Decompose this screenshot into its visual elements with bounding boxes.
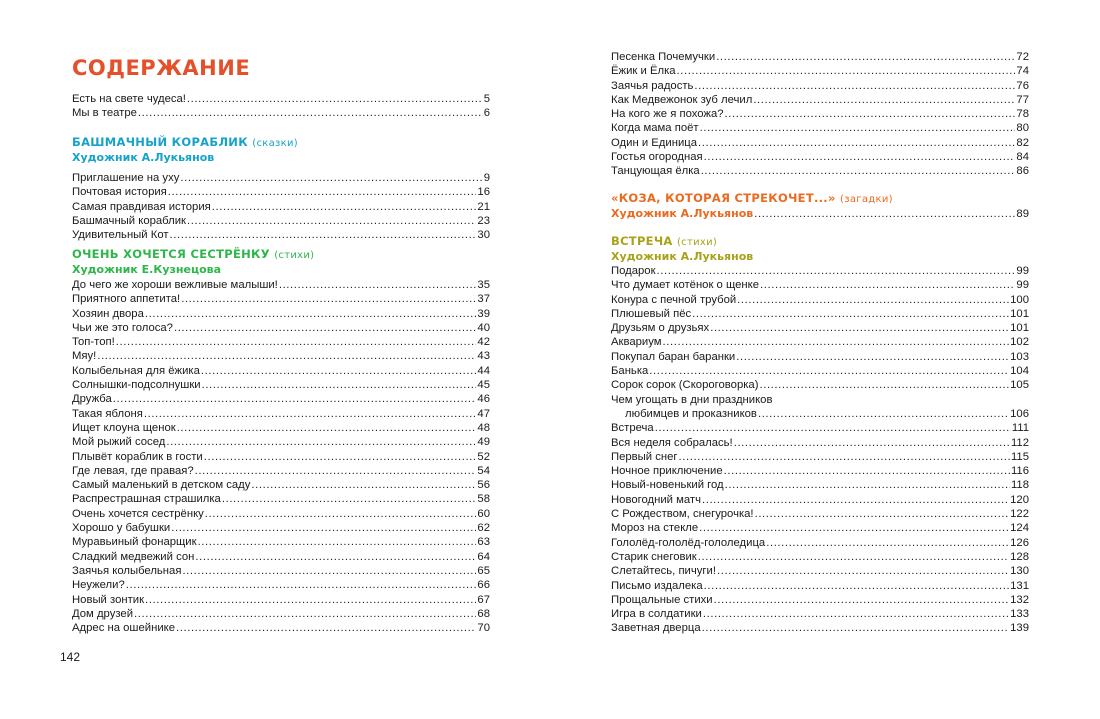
toc-title: Плывёт кораблик в гости [72, 450, 203, 463]
toc-title: Встреча [611, 422, 654, 435]
toc-page: 16 [477, 186, 490, 199]
section-sestrenku [72, 247, 490, 635]
toc-row [611, 364, 1029, 378]
toc-row [72, 464, 490, 478]
toc-title: Неужели? [72, 579, 125, 592]
toc-page: 74 [1016, 65, 1029, 78]
toc-page: 42 [477, 336, 490, 349]
toc-title: На кого же я похожа? [611, 108, 724, 121]
toc-title: Хорошо у бабушки [72, 522, 171, 535]
toc-page: 49 [477, 436, 490, 449]
toc-page: 128 [1010, 550, 1029, 563]
section-artist: Художник А.Лукьянов [611, 250, 754, 263]
toc-title: Когда мама поёт [611, 122, 699, 135]
toc-row [611, 493, 1029, 507]
toc-page: 58 [477, 493, 490, 506]
toc-row [72, 507, 490, 521]
toc-row [611, 264, 1029, 278]
toc-row [611, 50, 1029, 64]
toc-page: 54 [477, 464, 490, 477]
section-koza [611, 191, 1029, 221]
toc-title: Мы в театре [72, 107, 137, 120]
toc-title: Башмачный кораблик [72, 214, 186, 227]
toc-title: Аквариум [611, 336, 662, 349]
toc-row [72, 564, 490, 578]
toc-row [611, 64, 1029, 78]
toc-page: 102 [1010, 336, 1029, 349]
toc-page: 23 [477, 214, 490, 227]
toc-title: Дом друзей [72, 607, 134, 620]
toc-page: 101 [1010, 322, 1029, 335]
toc-title: С Рождеством, снегурочка! [611, 508, 754, 521]
toc-row [72, 535, 490, 549]
toc-title: Почтовая история [72, 186, 167, 199]
toc-title: Где левая, где правая? [72, 464, 194, 477]
toc-page: 112 [1010, 436, 1029, 449]
toc-row [611, 621, 1029, 635]
toc-title: Такая яблоня [72, 407, 143, 420]
toc-page: 63 [477, 536, 490, 549]
toc-title: Плюшевый пёс [611, 307, 692, 320]
toc-title: Первый снег [611, 450, 678, 463]
toc-row [72, 492, 490, 506]
toc-page: 111 [1011, 422, 1029, 435]
toc-title: Удивительный Кот [72, 229, 169, 242]
toc-page: 5 [483, 93, 490, 105]
toc-title: Конура с печной трубой [611, 293, 737, 306]
toc-row [72, 521, 490, 535]
toc-page: 86 [1016, 165, 1029, 178]
toc-page: 21 [477, 200, 490, 213]
toc-page: 47 [477, 407, 490, 420]
toc-row [72, 578, 490, 592]
toc-row [72, 228, 490, 242]
toc-title: Адрес на ошейнике [72, 622, 175, 635]
toc-row [611, 478, 1029, 492]
toc-row [72, 392, 490, 406]
toc-title: Как Медвежонок зуб лечил [611, 93, 753, 106]
toc-page: 76 [1016, 79, 1029, 92]
toc-row [72, 185, 490, 199]
toc-title: Письмо издалека [611, 579, 703, 592]
toc-page: 99 [1016, 265, 1029, 277]
toc-row [611, 378, 1029, 392]
toc-row [611, 121, 1029, 135]
toc-title: любимцев и проказников [625, 407, 757, 420]
section-title: БАШМАЧНЫЙ КОРАБЛИК (сказки) [72, 135, 298, 149]
toc-row [611, 564, 1029, 578]
toc-title: Мой рыжий сосед [72, 436, 166, 449]
toc-row [72, 321, 490, 335]
toc-title: Гостья огородная [611, 151, 703, 164]
toc-page: 37 [477, 293, 490, 306]
toc-page: 39 [477, 307, 490, 320]
toc-row [72, 607, 490, 621]
toc-page: 9 [483, 172, 490, 184]
toc-page: 82 [1016, 136, 1029, 149]
toc-page: 115 [1010, 450, 1029, 463]
toc-row [611, 607, 1029, 621]
toc-title: Новый-новенький год [611, 479, 724, 492]
toc-row [72, 435, 490, 449]
toc-page: 99 [1016, 279, 1029, 292]
toc-page: 66 [477, 579, 490, 592]
toc-page: 105 [1010, 379, 1029, 392]
toc-page: 6 [483, 107, 490, 120]
toc-row [611, 293, 1029, 307]
toc-title: Новогодний матч [611, 493, 701, 506]
toc-page: 68 [477, 607, 490, 620]
toc-title: Распрестрашная страшилка [72, 493, 221, 506]
toc-page: 103 [1010, 350, 1029, 363]
toc-row [611, 350, 1029, 364]
toc-page: 116 [1010, 465, 1029, 478]
toc-page: 62 [477, 522, 490, 535]
toc-title: Хозяин двора [72, 307, 144, 320]
toc-title: Мяу! [72, 350, 97, 363]
toc-title: Танцующая ёлка [611, 165, 700, 178]
toc-page: 122 [1010, 508, 1029, 521]
toc-row [72, 292, 490, 306]
toc-title: Самая правдивая история [72, 200, 211, 213]
toc-title: Гололёд-гололёд-гололедица [611, 536, 766, 549]
toc-row [72, 171, 490, 185]
top-items [611, 50, 1029, 179]
toc-page: 139 [1010, 622, 1029, 635]
toc-page: 131 [1010, 579, 1029, 592]
toc-title: Игра в солдатики [611, 608, 702, 621]
toc-row [72, 214, 490, 228]
toc-page: 44 [477, 364, 490, 377]
section-items [72, 171, 490, 242]
toc-page: 106 [1010, 407, 1029, 420]
toc-row [611, 393, 1029, 407]
toc-page: 118 [1010, 479, 1029, 492]
toc-page: 67 [477, 593, 490, 606]
toc-page: 48 [477, 421, 490, 434]
toc-title: Приглашение на уху [72, 172, 180, 184]
toc-title: Ночное приключение [611, 465, 723, 478]
toc-row [611, 307, 1029, 321]
toc-row [72, 450, 490, 464]
toc-row [72, 335, 490, 349]
toc-row [611, 421, 1029, 435]
toc-row [611, 521, 1029, 535]
toc-row [611, 321, 1029, 335]
toc-title: Чем угощать в дни праздников [611, 393, 773, 406]
toc-page: 100 [1010, 293, 1029, 306]
page-number: 142 [60, 650, 81, 664]
toc-row [72, 364, 490, 378]
toc-page: 45 [477, 379, 490, 392]
toc-page: 52 [477, 450, 490, 463]
toc-page: 78 [1016, 108, 1029, 121]
toc-page: 126 [1010, 536, 1029, 549]
toc-page: 89 [1016, 208, 1029, 220]
section-title: ОЧЕНЬ ХОЧЕТСЯ СЕСТРЁНКУ (стихи) [72, 247, 315, 261]
section-title: «КОЗА, КОТОРАЯ СТРЕКОЧЕТ...» (загадки) [611, 191, 893, 205]
toc-row [611, 450, 1029, 464]
toc-row [611, 335, 1029, 349]
toc-row [72, 421, 490, 435]
toc-row [611, 464, 1029, 478]
toc-row [611, 550, 1029, 564]
toc-title: Колыбельная для ёжика [72, 364, 200, 377]
toc-title: Приятного аппетита! [72, 293, 181, 306]
toc-page: 130 [1010, 565, 1029, 578]
toc-row [611, 507, 1029, 521]
toc-title: Друзьям о друзьях [611, 322, 710, 335]
toc-page: 77 [1016, 93, 1029, 106]
toc-title: Самый маленький в детском саду [72, 479, 251, 492]
toc-row [611, 136, 1029, 150]
toc-title: Мороз на стекле [611, 522, 699, 535]
toc-row [611, 593, 1029, 607]
section-artist: Художник А.Лукьянов [611, 207, 754, 220]
toc-page: 133 [1010, 608, 1029, 621]
toc-row [611, 436, 1029, 450]
toc-title: Сорок сорок (Скороговорка) [611, 379, 759, 392]
toc-page: 46 [477, 393, 490, 406]
toc-title: Прощальные стихи [611, 593, 713, 606]
toc-title: Дружба [72, 393, 112, 406]
toc-page: 30 [477, 229, 490, 242]
toc-row [72, 621, 490, 635]
toc-title: Вся неделя собралась! [611, 436, 733, 449]
section-items [72, 278, 490, 635]
toc-title: Есть на свете чудеса! [72, 93, 186, 105]
contents-title: СОДЕРЖАНИЕ [72, 56, 251, 80]
section-artist: Художник Е.Кузнецова [72, 263, 222, 276]
toc-title: Ёжик и Ёлка [611, 65, 676, 78]
toc-row [72, 278, 490, 292]
toc-page: 120 [1010, 493, 1029, 506]
toc-row [72, 106, 490, 120]
toc-title: До чего же хороши вежливые малыши! [72, 279, 278, 291]
toc-title: Топ-топ! [72, 336, 115, 349]
toc-row [611, 164, 1029, 178]
toc-title: Заячья колыбельная [72, 564, 182, 577]
toc-page: 72 [1016, 51, 1029, 63]
toc-row [611, 207, 1029, 221]
section-items [611, 264, 1029, 393]
toc-page: 104 [1010, 365, 1029, 378]
toc-page: 60 [477, 507, 490, 520]
toc-row [611, 407, 1029, 421]
toc-row [611, 536, 1029, 550]
toc-title: Песенка Почемучки [611, 51, 716, 63]
toc-page: 40 [477, 321, 490, 334]
toc-title: Заячья радость [611, 79, 694, 92]
section-items [611, 421, 1029, 635]
section-vstrecha [611, 234, 1029, 636]
toc-title: Подарок [611, 265, 656, 277]
toc-row [611, 93, 1029, 107]
toc-row [72, 92, 490, 106]
toc-title: Сладкий медвежий сон [72, 550, 195, 563]
toc-row [72, 378, 490, 392]
intro-list [72, 92, 490, 121]
toc-row [72, 593, 490, 607]
toc-row [72, 349, 490, 363]
toc-title: Очень хочется сестрёнку [72, 507, 204, 520]
toc-title: Заветная дверца [611, 622, 701, 635]
toc-row [72, 200, 490, 214]
toc-title: Покупал баран баранки [611, 350, 736, 363]
toc-page: 35 [477, 279, 490, 291]
toc-title: Чьи же это голоса? [72, 321, 173, 334]
toc-row [611, 579, 1029, 593]
toc-page: 124 [1010, 522, 1029, 535]
toc-page: 101 [1010, 307, 1029, 320]
toc-page: 64 [477, 550, 490, 563]
toc-title: Ищет клоуна щенок [72, 421, 176, 434]
toc-title: Старик снеговик [611, 550, 697, 563]
toc-page: 56 [477, 479, 490, 492]
toc-page: 65 [477, 564, 490, 577]
toc-page: 84 [1016, 151, 1029, 164]
toc-title: Муравьиный фонарщик [72, 536, 197, 549]
toc-row [611, 107, 1029, 121]
section-title: ВСТРЕЧА (стихи) [611, 234, 718, 248]
toc-row [72, 478, 490, 492]
toc-title: Что думает котёнок о щенке [611, 279, 760, 292]
toc-page: 43 [477, 350, 490, 363]
section-artist: Художник А.Лукьянов [72, 151, 215, 164]
toc-row [72, 407, 490, 421]
toc-row [611, 278, 1029, 292]
toc-title: Слетайтесь, пичуги! [611, 565, 716, 578]
toc-page: 80 [1016, 122, 1029, 135]
section-bashmachny [72, 135, 490, 242]
toc-row [72, 307, 490, 321]
toc-row [72, 550, 490, 564]
toc-title: Солнышки-подсолнушки [72, 379, 201, 392]
toc-row [611, 150, 1029, 164]
toc-page: 132 [1010, 593, 1029, 606]
toc-row [611, 79, 1029, 93]
toc-title: Банька [611, 365, 649, 378]
toc-title: Новый зонтик [72, 593, 145, 606]
toc-page: 70 [477, 622, 490, 635]
toc-title: Один и Единица [611, 136, 698, 149]
